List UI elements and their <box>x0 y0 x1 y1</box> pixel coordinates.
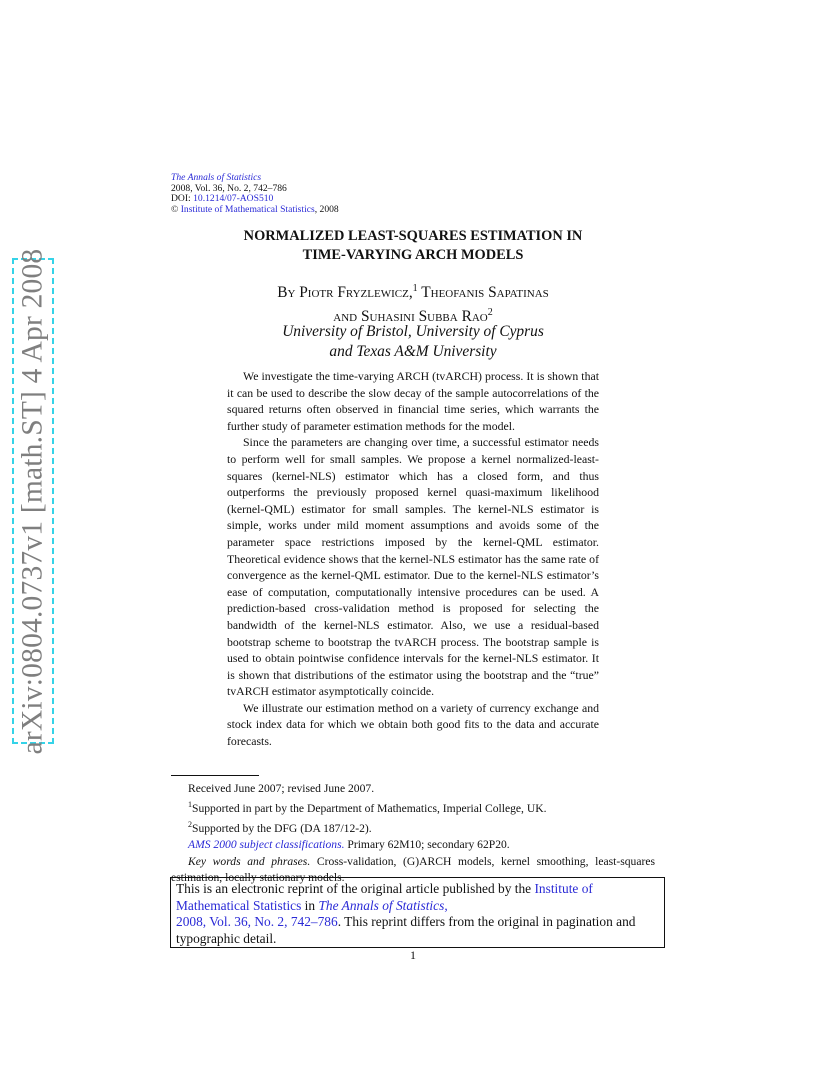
footnote-rule <box>171 775 259 776</box>
abstract-paragraph: We illustrate our estimation method on a variety of currency exchange and stock index data for which we obtain both good fits to the data and accurate forecasts. <box>227 700 599 749</box>
footnote-1: $^1$Supported in part by the Department of Mathematics, Imperial College, UK. <box>188 800 547 816</box>
arxiv-stamp-text: arXiv:0804.0737v1 [math.ST] 4 Apr 2008 <box>16 248 49 754</box>
volume-link[interactable]: 2008, Vol. 36, No. 2, 742–786 <box>176 914 338 930</box>
affiliations <box>171 322 655 361</box>
ams-classification: AMS 2000 subject classifications. Primary 62M10; secondary 62P20. <box>188 838 510 852</box>
author-3: Suhasini Subba Rao <box>360 307 488 325</box>
footnotes <box>171 781 655 886</box>
paper-title <box>171 227 655 264</box>
journal-volume: 2008, Vol. 36, No. 2, 742–786 <box>171 182 287 194</box>
annals-link[interactable]: The Annals of Statistics <box>318 897 445 913</box>
author-1: Piotr Fryzlewicz, <box>299 284 413 302</box>
footnote-2-mark: 2 <box>188 820 192 830</box>
title-line-2: TIME-VARYING ARCH MODELS <box>302 246 524 263</box>
abstract <box>227 368 599 750</box>
author-3-footnote-mark: 2 <box>487 306 493 318</box>
reprint-notice-box: This is an electronic reprint of the original article published by the Institute of Mathematical Statistics in The Annals of Statistics, 2008, Vol. 36, No. 2, 742–786. This reprint differs from the original in pagination and typographic detail. <box>170 877 665 948</box>
by-label: By <box>277 284 300 302</box>
ims-link[interactable]: Institute of Mathematical Statistics <box>176 881 593 913</box>
ams-classification-link[interactable]: AMS 2000 subject classifications. <box>188 838 345 852</box>
affiliation-line-2: and Texas A&M University <box>329 342 497 360</box>
abstract-paragraph: Since the parameters are changing over time, a successful estimator needs to perform well for small samples. We propose a kernel normalized-least-squares (kernel-NLS) estimator which has a closed form, and thus outperforms the previously proposed kernel quasi-maximum likelihood (kernel-QML) estimator for small samples. The kernel-NLS estimator is simple, works under mild moment assumptions and avoids some of the parameter space restrictions imposed by the kernel-QML estimator. Theoretical evidence shows that the kernel-NLS estimator has the same rate of convergence as the kernel-QML estimator. Due to the kernel-NLS estimator’s ease of computation, computationally intensive procedures can be used. A prediction-based cross-validation method is proposed for selecting the bandwidth of the kernel-NLS estimator. Also, we use a residual-based bootstrap scheme to bootstrap the tvARCH process. The bootstrap sample is used to obtain pointwise confidence intervals for the kernel-NLS estimator. It is shown that distributions of the estimator using the bootstrap and the “true” tvARCH estimator asymptotically coincide. <box>227 435 599 699</box>
copyright-year: , 2008 <box>314 203 339 215</box>
keywords-text: Cross-validation, (G)ARCH models, kernel smoothing, least-squares estimation, locally stationary models. <box>171 854 655 884</box>
author-2: Theofanis Sapatinas <box>417 284 549 302</box>
copyright-symbol: © <box>171 203 179 215</box>
footnote-2: $^2$Supported by the DFG (DA 187/12-2). <box>188 820 372 836</box>
arxiv-stamp <box>12 248 54 754</box>
author-1-footnote-mark: 1 <box>412 283 418 294</box>
received-note: Received June 2007; revised June 2007. <box>188 782 375 795</box>
page-number: 1 <box>410 948 416 962</box>
keywords-label: Key words and phrases. <box>188 854 311 868</box>
journal-name-link[interactable]: The Annals of Statistics <box>171 172 262 183</box>
authors <box>171 279 655 326</box>
footnote-1-mark: 1 <box>188 800 192 810</box>
abstract-paragraph: We investigate the time-varying ARCH (tvARCH) process. It is shown that it can be used to describe the slow decay of the sample autocorrelations of the squared returns often observed in financial time series, which warrants the further study of parameter estimation methods for the model. <box>227 369 599 433</box>
publisher-link[interactable]: Institute of Mathematical Statistics <box>180 203 315 215</box>
doi-link[interactable]: 10.1214/07-AOS510 <box>193 193 274 205</box>
title-line-1: NORMALIZED LEAST-SQUARES ESTIMATION IN <box>243 228 583 244</box>
affiliation-line-1: University of Bristol, University of Cyprus <box>282 323 544 340</box>
and-label: and <box>333 307 361 325</box>
journal-header <box>171 173 339 215</box>
doi-label: DOI: <box>171 193 194 205</box>
